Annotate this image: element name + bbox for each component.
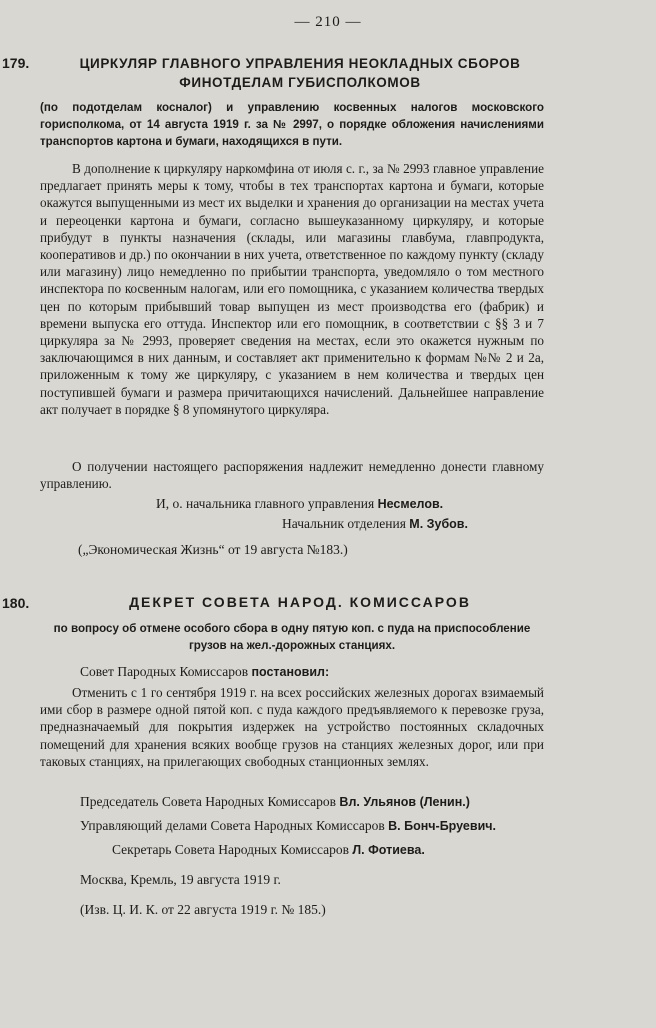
lead-bold: постановил: bbox=[251, 665, 330, 679]
document-179-body: В дополнение к циркуляру наркомфина от июля с. г., за № 2993 главное управление предлагает принять меры к тому, чтобы в тех транспортах картона и бумаги, которые окажутся выпущенными из мест их выделки и хранения до организации на местах учета и переоценки картона и бумаги, согласно вышеуказанному циркуляру, и которые прибудут в пункты назначения (склады, или магазины главбума, главпродукта, кооперативов и др.) по окончании в них учета, ответственное по каждому пункту (складу или магазину) лицо немедленно по прибытии транспорта, уведомляло о том местного инспектора по косвенным налогам, или его помощника, с указанием количества твердых цен по которым прибывший товар выпущен из мест производства его (фабрик) и времени выпуска его оттуда. Инспектор или его помощник, в соответствии с §§ 3 и 7 циркуляра за № 2993, проверяет сведения на местах, если это окажется нужным по заключающимся в них данным, и составляет акт применительно к формам №№ 2 и 2а, приложенным к тому же циркуляру, с указанием в нем количества и твердых цен поступившей бумаги и размера причитающихся начислений. Дальнейшее направление акт получает в порядке § 8 упомянутого циркуляра. bbox=[40, 161, 544, 417]
document-179-subtitle: (по подотделам косналог) и управлению косвенных налогов московского горисполкома, от 14 августа 1919 г. за № 2997, о порядке обложения начислениями транспортов картона и бумаги, находящихся в пути. bbox=[40, 101, 544, 148]
document-180-title: ДЕКРЕТ СОВЕТА НАРОД. КОМИССАРОВ bbox=[129, 594, 471, 610]
signature-title: Секретарь Совета Народных Комиссаров bbox=[112, 842, 350, 857]
signature-name: В. Бонч-Бруевич. bbox=[388, 819, 496, 833]
signature-title: И, о. начальника главного управления bbox=[156, 496, 375, 511]
document-180-source: (Изв. Ц. И. К. от 22 августа 1919 г. № 185.) bbox=[80, 902, 326, 917]
document-179-title-line2: ФИНОТДЕЛАМ ГУБИСПОЛКОМОВ bbox=[179, 75, 421, 90]
document-180-subtitle: по вопросу об отмене особого сбора в одну пятую коп. с пуда на приспособление грузов на жел.-дорожных станциях. bbox=[53, 622, 531, 652]
lead-text: Совет Пародных Комиссаров bbox=[80, 664, 249, 679]
document-179-title-line1: ЦИРКУЛЯР ГЛАВНОГО УПРАВЛЕНИЯ НЕОКЛАДНЫХ СБОРОВ bbox=[79, 56, 521, 71]
page-number: — 210 — bbox=[294, 14, 362, 30]
signature-name: Л. Фотиева. bbox=[352, 843, 425, 857]
signature-title: Начальник отделения bbox=[282, 516, 406, 531]
signature-name: Вл. Ульянов (Ленин.) bbox=[339, 795, 470, 809]
document-180-place-date: Москва, Кремль, 19 августа 1919 г. bbox=[80, 872, 281, 887]
signature-name: М. Зубов. bbox=[409, 517, 468, 531]
document-180-lead bbox=[80, 664, 329, 680]
document-179-source: („Экономическая Жизнь“ от 19 августа №183.) bbox=[78, 542, 348, 557]
document-180-signature-3 bbox=[112, 842, 425, 858]
document-180-signature-2 bbox=[80, 818, 496, 834]
document-179-signature-1 bbox=[156, 496, 443, 512]
document-180-signature-1 bbox=[80, 794, 470, 810]
document-179-closing: О получении настоящего распоряжения надлежит немедленно донести главному управлению. bbox=[40, 459, 544, 492]
document-180-number: 180. bbox=[2, 595, 30, 611]
signature-title: Управляющий делами Совета Народных Комиссаров bbox=[80, 818, 385, 833]
document-179-number: 179. bbox=[2, 55, 30, 71]
document-179-signature-2 bbox=[282, 516, 468, 532]
signature-name: Несмелов. bbox=[377, 497, 444, 511]
signature-title: Председатель Совета Народных Комиссаров bbox=[80, 794, 337, 809]
document-180-body: Отменить с 1 го сентября 1919 г. на всех российских железных дорогах взимаемый ими сбор в размере одной пятой коп. с пуда каждого предъявляемого к перевозке груза, предназначаемый для покрытия издержек на устройство постоянных складочных помещений для хранения всяких вообще грузов на станциях железных дорог, или при таковых станциях, на прилегающих свободных станционных землях. bbox=[40, 685, 544, 769]
